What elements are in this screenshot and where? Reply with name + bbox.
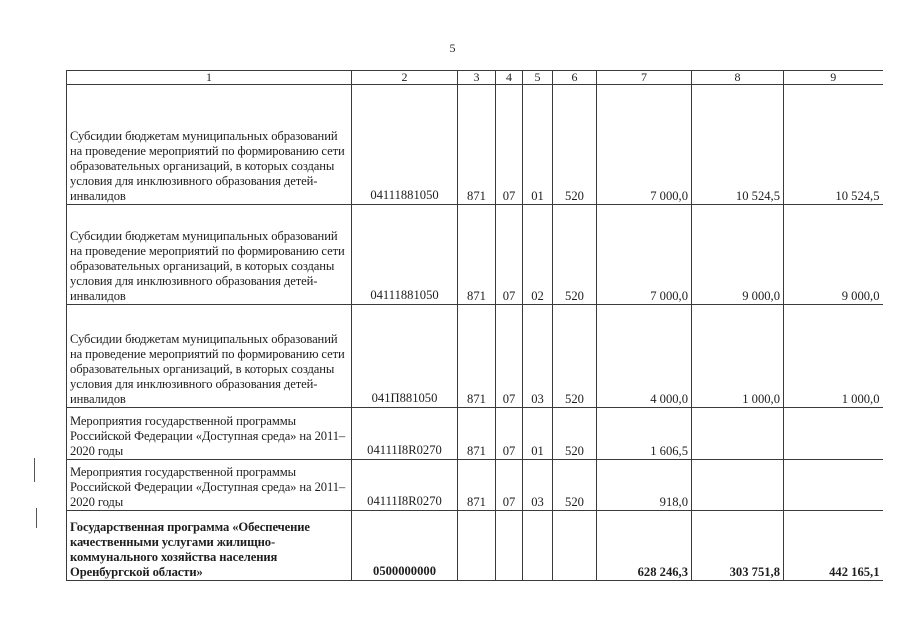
table-row [67,408,883,460]
row-c4: 07 [496,205,523,305]
table-row [67,460,883,511]
row-c3: 871 [458,305,496,408]
row-c9: 1 000,0 [784,305,883,408]
header-cell-6: 6 [553,71,597,85]
row-c6: 520 [553,305,597,408]
row-code: 04111881050 [352,205,458,305]
header-cell-2: 2 [352,71,458,85]
table-row-program-total [67,511,883,581]
row-c3: 871 [458,205,496,305]
row-name: Субсидии бюджетам муниципальных образований на проведение мероприятий по формированию сети образовательных организаций, в которых созданы условия для инклюзивного образования детей-инвалидов [67,205,352,305]
row-c5 [523,511,553,581]
row-c4: 07 [496,305,523,408]
row-c6: 520 [553,205,597,305]
row-code: 04111881050 [352,85,458,205]
row-c6 [553,511,597,581]
row-c6: 520 [553,85,597,205]
row-c6: 520 [553,408,597,460]
row-c8: 10 524,5 [692,85,784,205]
row-code: 04111I8R0270 [352,460,458,511]
row-c7: 1 606,5 [597,408,692,460]
header-cell-3: 3 [458,71,496,85]
row-c3: 871 [458,460,496,511]
row-c8: 303 751,8 [692,511,784,581]
row-c5: 03 [523,460,553,511]
row-c9 [784,408,883,460]
row-code: 04111I8R0270 [352,408,458,460]
row-c5: 01 [523,408,553,460]
row-c4: 07 [496,408,523,460]
header-cell-7: 7 [597,71,692,85]
row-c7: 4 000,0 [597,305,692,408]
row-name: Субсидии бюджетам муниципальных образований на проведение мероприятий по формированию сети образовательных организаций, в которых созданы условия для инклюзивного образования детей-инвалидов [67,305,352,408]
row-c6: 520 [553,460,597,511]
row-c7: 7 000,0 [597,85,692,205]
row-c9: 9 000,0 [784,205,883,305]
row-c5: 02 [523,205,553,305]
row-name: Мероприятия государственной программы Российской Федерации «Доступная среда» на 2011–2020 годы [67,408,352,460]
row-name: Мероприятия государственной программы Российской Федерации «Доступная среда» на 2011–2020 годы [67,460,352,511]
row-c8 [692,408,784,460]
header-cell-5: 5 [523,71,553,85]
budget-table [66,70,883,581]
row-c3: 871 [458,85,496,205]
row-name: Субсидии бюджетам муниципальных образований на проведение мероприятий по формированию сети образовательных организаций, в которых созданы условия для инклюзивного образования детей-инвалидов [67,85,352,205]
row-name: Государственная программа «Обеспечение качественными услугами жилищно-коммунального хозяйства населения Оренбургской области» [67,511,352,581]
row-c4: 07 [496,460,523,511]
scan-margin-mark [34,458,35,482]
row-c9: 442 165,1 [784,511,883,581]
row-c8: 1 000,0 [692,305,784,408]
page-number: 5 [449,41,456,55]
row-c4: 07 [496,85,523,205]
row-code: 041П881050 [352,305,458,408]
row-c8: 9 000,0 [692,205,784,305]
header-cell-1: 1 [67,71,352,85]
row-c7: 628 246,3 [597,511,692,581]
table-row [67,305,883,408]
scan-margin-mark [36,508,37,528]
row-c3 [458,511,496,581]
header-cell-4: 4 [496,71,523,85]
row-c3: 871 [458,408,496,460]
row-code: 0500000000 [352,511,458,581]
row-c5: 01 [523,85,553,205]
header-cell-9: 9 [784,71,883,85]
row-c8 [692,460,784,511]
table-row [67,205,883,305]
row-c7: 918,0 [597,460,692,511]
row-c7: 7 000,0 [597,205,692,305]
row-c4 [496,511,523,581]
table-header-row [67,71,883,85]
row-c5: 03 [523,305,553,408]
table-row [67,85,883,205]
header-cell-8: 8 [692,71,784,85]
row-c9 [784,460,883,511]
row-c9: 10 524,5 [784,85,883,205]
